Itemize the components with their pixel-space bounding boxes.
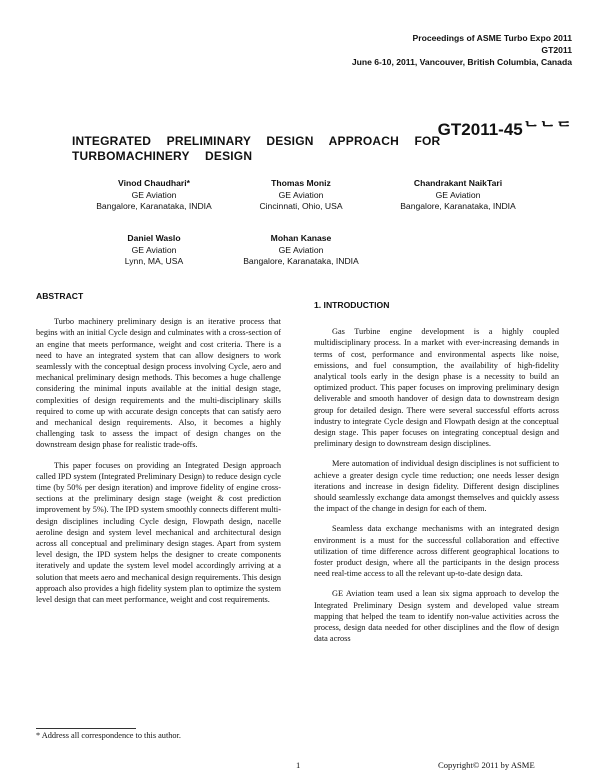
author-location: Cincinnati, Ohio, USA	[259, 201, 343, 211]
paper-id: GT2011-45ᄂᄂᄃ	[437, 120, 572, 139]
author-org: GE Aviation	[278, 244, 324, 255]
author-location: Bangalore, Karanataka, INDIA	[400, 201, 516, 211]
abstract-heading: ABSTRACT	[36, 291, 84, 301]
author-block	[211, 178, 391, 213]
introduction-paragraph: Seamless data exchange mechanisms with an integrated design environment is a must for the successful collaboration and effective utilization of time difference across different geographical locations to foster product design, where all the participants in the design process need real-time access to all the relevant up-to-date design data.	[314, 524, 559, 579]
footnote-divider	[36, 728, 136, 729]
footnote: * Address all correspondence to this author.	[36, 731, 181, 740]
introduction-paragraph: Mere automation of individual design disciplines is not sufficient to achieve a greater design cycle time reduction; one needs lesser design iterations and increase in design fidelity. Different design disciplines should seamlessly exchange data amongst themselves and quickly assess the impact of the change in design for each of them.	[314, 459, 559, 514]
author-location: Bangalore, Karanataka, INDIA	[96, 201, 212, 211]
author-name: Mohan Kanase	[270, 233, 332, 243]
author-org: GE Aviation	[131, 189, 177, 200]
introduction-paragraph: GE Aviation team used a lean six sigma approach to develop the Integrated Preliminary Design system and developed value stream mapping that helped the team to identify non-value activities across the process, design data needed for other disciplines and the flow of design data across	[314, 589, 559, 644]
abstract-paragraph: Turbo machinery preliminary design is an iterative process that begins with an initial Cycle design and culminates with a cross-section of an engine that meets performance, weight and cost criteria. There is a need to have an integrated system that can allow designers to work seamlessly with the conceptual design process involving Cycle, aero and mechanical preliminary design methods. This becomes a huge challenge considering the minimal inputs available at the initial design stage, complexities of design requirements and the multi-disciplinary skills required to come up with accurate design concepts that can satisfy aero and mechanical design requirements. Also, it becomes a highly challenging task to assess the impact of design changes on the downstream design phase for realistic trade-offs.	[36, 317, 281, 450]
author-org: GE Aviation	[435, 189, 481, 200]
introduction-heading: 1. INTRODUCTION	[314, 300, 390, 310]
author-org: GE Aviation	[131, 244, 177, 255]
introduction-section	[314, 300, 559, 653]
author-block	[211, 233, 391, 268]
proceedings-title: Proceedings of ASME Turbo Expo 2011	[412, 33, 572, 43]
author-location: Bangalore, Karanataka, INDIA	[243, 256, 359, 266]
copyright-notice: Copyright© 2011 by ASME	[438, 760, 535, 770]
abstract-paragraph: This paper focuses on providing an Integrated Design approach called IPD system (Integrated Preliminary Design) to reduce design cycle time (by 50% per design iteration) and improve fidelity of engine cross-sections at the preliminary design stage (weight & cost prediction improvement by 5%). The IPD system smoothly connects different multi-design disciplines including Cycle design, Flowpath design, nacelle aeroline design and system level mechanical and architectural design across all conceptual and preliminary design stages. Apart from system level design, the IPD system helps the designer to create components iteratively and update the system level model accordingly arriving at a solution that meets aero and mechanical design requirements. This design approach also provides a high fidelity system plan to optimize the system level design that can meet performance, weight and cost requirements.	[36, 460, 281, 605]
author-name: Chandrakant NaikTari	[413, 178, 503, 188]
conference-dates-location: June 6-10, 2011, Vancouver, British Columbia, Canada	[351, 57, 572, 67]
author-name: Daniel Waslo	[127, 233, 181, 243]
paper-title: INTEGRATED PRELIMINARY DESIGN APPROACH FOR TURBOMACHINERY DESIGN	[72, 134, 441, 163]
conference-code: GT2011	[541, 45, 572, 55]
author-name: Vinod Chaudhari*	[118, 178, 190, 188]
introduction-paragraph: Gas Turbine engine development is a highly coupled multidisciplinary process. In a market with ever-increasing demands in terms of cost, performance and environmental aspects like noise, emissions, and fuel consumption, the availability of high-fidelity analytical tools early in the design phase is a necessity to build an optimized product. This paper focuses on improving preliminary design deliverable and smooth handover of design data to downstream design group for detailed design. There were several successful efforts across industry to integrate Cycle design and Flowpath design at the conceptual design stage. This paper focuses on integrating conceptual design and preliminary design to downstream design disciplines.	[314, 327, 559, 449]
author-location: Lynn, MA, USA	[124, 256, 184, 266]
author-block	[368, 178, 548, 213]
page-number: 1	[296, 760, 301, 770]
abstract-section	[36, 291, 281, 614]
author-org: GE Aviation	[278, 189, 324, 200]
author-name: Thomas Moniz	[271, 178, 331, 188]
